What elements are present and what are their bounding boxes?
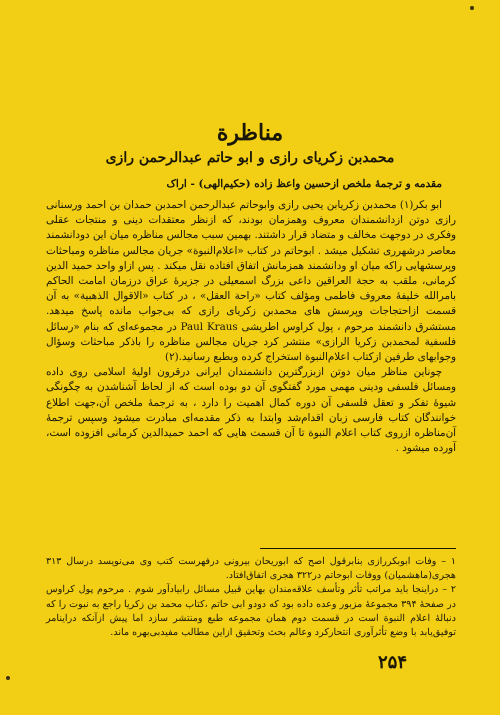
- paragraph: چوناین مناظر میان دوتن ازبزرگترین دانشمندان ایرانی درقرون اولیهٔ اسلامی روی داده ومسائل فلسفی ودینی مهمی مورد گفتگوی آن دو بوده است که از لحاظ آشناشدن به چگونگی شیوهٔ تفکر و تعقل فلسفی آن دوره کمال اهمیت را دارد ، به ترجمهٔ ملخص آن،جهت اطلاع خوانندگان کتاب فارسی زبان اقدام‌شد وابتدا به ذکر مقدمه‌ای مبادرت میشود وسپس ترجمهٔ آن‌مناظره ازروی کتاب اعلام النبوة تا آن قسمت هایی که احمد حمیدالدین کرمانی افزوده است، آورده میشود .: [46, 366, 456, 455]
- page-number: ۲۵۴: [378, 652, 408, 673]
- footnote: ۱ – وفات ابوبکررازی بنابرقول اصح که ابوریحان بیرونی درفهرست کتب وی می‌نویسد درسال ۳۱۳ هجری(ماهشمیان) ووفات ابوحاتم در۳۲۲ هجری اتفاق‌افتاد.: [46, 556, 456, 582]
- scan-dot: [6, 676, 10, 680]
- footnote: ۲ – دراینجا باید مراتب تأثر وتأسف علاقه‌مندان بهاین قبیل مسائل رابیادآور شوم . مرحوم پول کراوس در صفحهٔ ۳۹۴ مجموعهٔ مزبور وعده داده بود که دودو ابی حاتم ،کتاب محمد بن زکریا راجع به نبوت را که دنبالهٔ اعلام النبوة است در قسمت دوم همان مجموعه طبع ومنتشر سازد اما پیش ازآنکه دراینامر توفیق‌یابد با وضع تأثرآوری انتحارکرد وعالم بحث وتحقیق ازاین مطالب مفیدبی‌بهره ماند.: [46, 584, 456, 639]
- document-subtitle: محمدبن زکریای رازی و ابو حاتم عبدالرحمن رازی: [105, 150, 395, 166]
- translator-credit: مقدمه و ترجمهٔ ملخص ازحسین واعظ زاده (حکیم‌الهی) - اراک: [166, 178, 442, 190]
- footnote-divider: [260, 548, 456, 549]
- document-title: مناظرة: [216, 120, 284, 146]
- paragraph: ابو بکر(۱) محمدبن زکریابن یحیی رازی وابوحاتم عبدالرحمن احمدبن حمدان بن احمد ورسنانی رازی دوتن ازدانشمندان معروف وهمزمان بودند، که ازنظر معتقدات دینی و منتجات عقلی وفکری در دوجهت مخالف و متضاد قرار داشتند. بهمین سبب مجالس مناظره میان این دودانشمند معاصر درشهرری تشکیل میشد . ابوحاتم در کتاب «اعلام‌النبوة» جریان مجالس مناظره ومباحثات وپرسشهایی راکه میان او ودانشمند همزمانش اتفاق افتاده نقل میکند . پس ازاو واحد حمید الدین کرمانی، ملقب به حجة العراقین داعی بزرگ اسمعیلی در جزیرهٔ عراق درزمان امامت الحاکم بامرالله خلیفهٔ معروف فاطمی ومؤلف کتاب «راحة العقل» ، در کتاب «الاقوال الذهبیة» به آن قسمت ازاحتجاجات وپرسش های محمدبن زکریای رازی که بی‌جواب مانده پاسخ میدهد. مستشرق دانشمند مرحوم ، پول کراوس اطریشی Paul Kraus در مجموعه‌ای که بنام «رسائل فلسفیة لمحمدبن زکریا الرازی» منتشر کرد جریان مجالس مناظره را باذکر مباحثات وسؤال وجوابهای طرفین ازکتاب اعلام‌النبوة استخراج کرده وبطبع رسانید.(۲): [46, 199, 456, 364]
- scan-dot: [470, 6, 474, 10]
- body-text: [46, 198, 456, 456]
- footnotes: [46, 555, 456, 640]
